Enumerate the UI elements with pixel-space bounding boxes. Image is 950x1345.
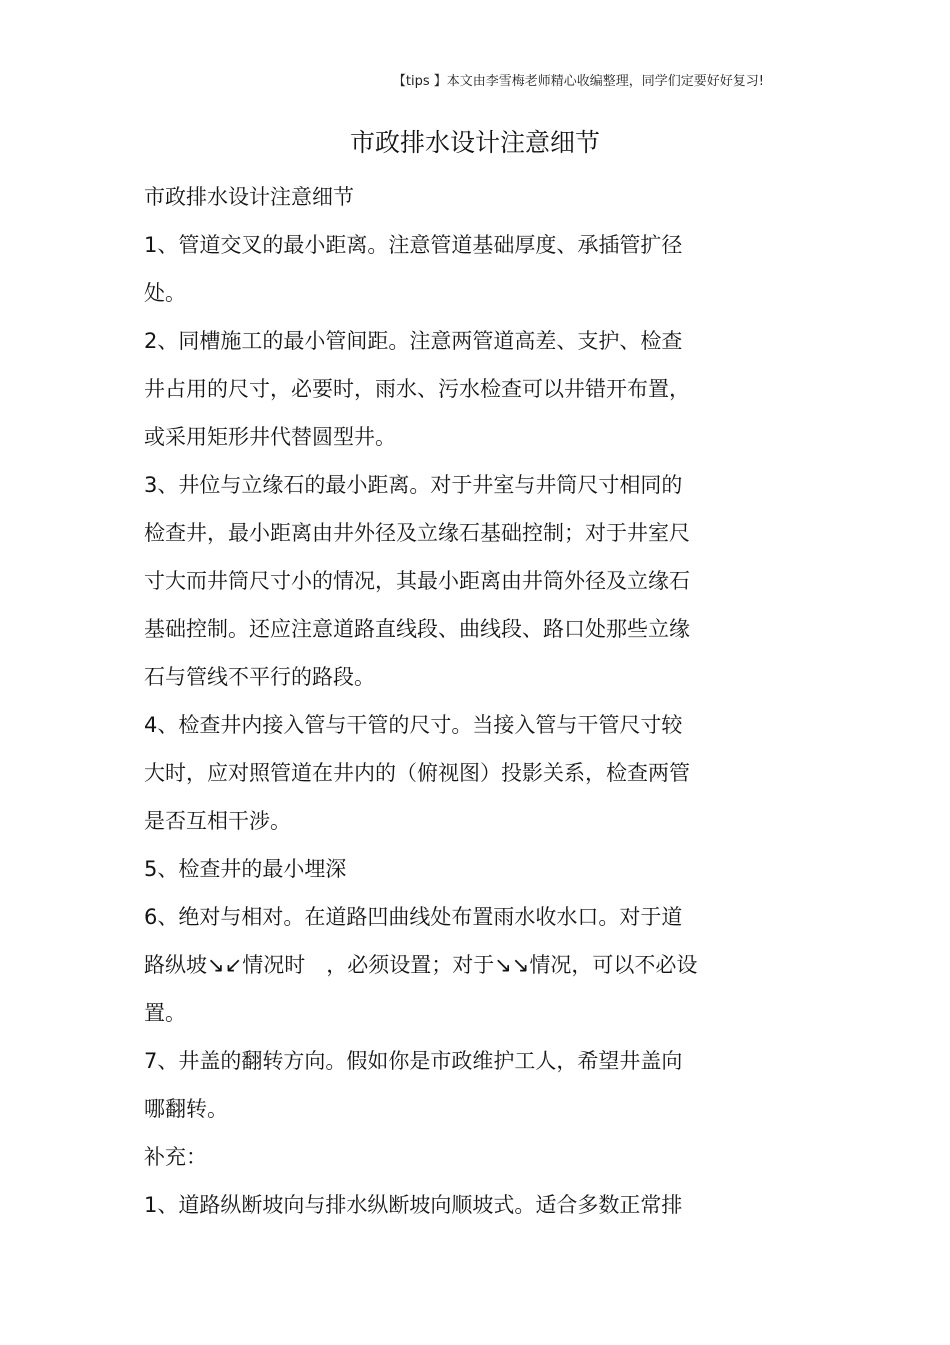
document-body — [144, 173, 774, 1229]
text-line: 5、检查井的最小埋深 — [144, 857, 347, 881]
text-line: 是否互相干涉。 — [144, 809, 291, 833]
text-line: 2、同槽施工的最小管间距。注意两管道高差、支护、检查 — [144, 329, 683, 353]
text-line: 路纵坡↘↙情况时 ，必须设置；对于↘↘情况，可以不必设 — [144, 953, 698, 977]
text-line: 基础控制。还应注意道路直线段、曲线段、路口处那些立缘 — [144, 617, 690, 641]
text-line: 石与管线不平行的路段。 — [144, 665, 375, 689]
text-line: 3、井位与立缘石的最小距离。对于井室与井筒尺寸相同的 — [144, 473, 683, 497]
text-line: 或采用矩形井代替圆型井。 — [144, 425, 396, 449]
supplement-heading: 补充： — [144, 1145, 207, 1169]
text-line: 置。 — [144, 1001, 186, 1025]
text-line: 井占用的尺寸，必要时，雨水、污水检查可以井错开布置， — [144, 377, 690, 401]
text-line: 大时，应对照管道在井内的（俯视图）投影关系，检查两管 — [144, 761, 690, 785]
text-line: 7、井盖的翻转方向。假如你是市政维护工人，希望井盖向 — [144, 1049, 683, 1073]
text-line: 寸大而井筒尺寸小的情况，其最小距离由井筒外径及立缘石 — [144, 569, 690, 593]
document-title: 市政排水设计注意细节 — [349, 128, 600, 157]
text-line: 1、道路纵断坡向与排水纵断坡向顺坡式。适合多数正常排 — [144, 1193, 683, 1217]
text-line: 6、绝对与相对。在道路凹曲线处布置雨水收水口。对于道 — [144, 905, 683, 929]
text-line: 处。 — [144, 281, 186, 305]
text-line: 4、检查井内接入管与干管的尺寸。当接入管与干管尺寸较 — [144, 713, 683, 737]
tips-header: 【tips 】本文由李雪梅老师精心收编整理，同学们定要好好复习! — [392, 74, 764, 89]
text-line: 哪翻转。 — [144, 1097, 228, 1121]
subtitle-line: 市政排水设计注意细节 — [144, 185, 354, 209]
text-line: 1、管道交叉的最小距离。注意管道基础厚度、承插管扩径 — [144, 233, 683, 257]
text-line: 检查井，最小距离由井外径及立缘石基础控制；对于井室尺 — [144, 521, 690, 545]
